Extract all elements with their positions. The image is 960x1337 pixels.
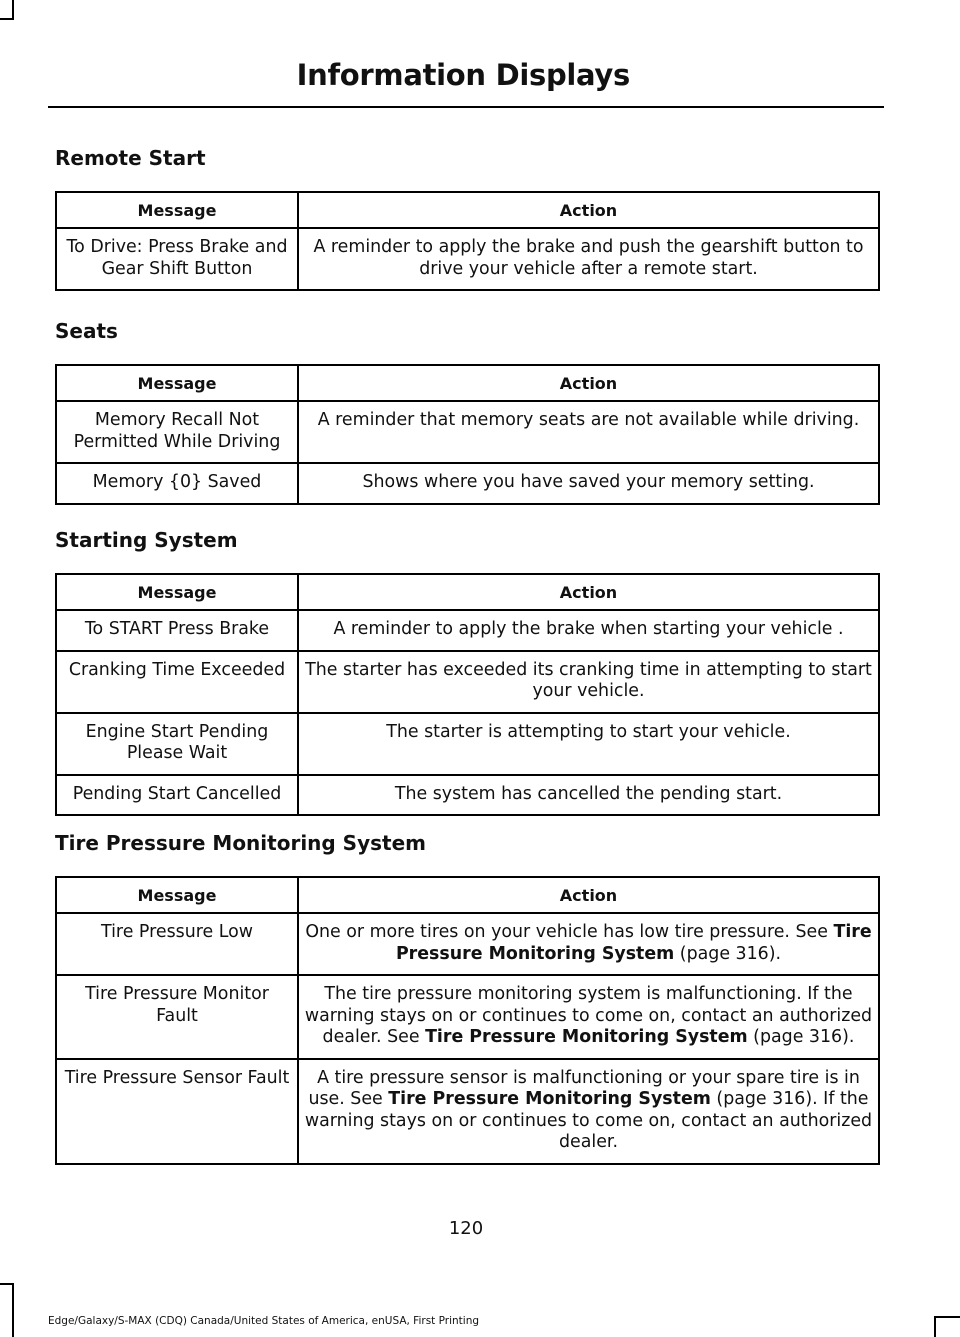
message-cell: Pending Start Cancelled	[56, 775, 298, 816]
section-tire-pressure-monitoring	[55, 831, 878, 1165]
column-header-message: Message	[56, 365, 298, 401]
table-row	[56, 651, 879, 713]
action-cell: Shows where you have saved your memory setting.	[298, 463, 879, 504]
table-row	[56, 610, 879, 651]
section-title: Remote Start	[55, 146, 206, 170]
column-header-message: Message	[56, 192, 298, 228]
section-title: Starting System	[55, 528, 238, 552]
crop-mark	[934, 1316, 936, 1337]
action-cell: The starter has exceeded its cranking time in attempting to start your vehicle.	[298, 651, 879, 713]
message-cell: Tire Pressure Low	[56, 913, 298, 975]
action-text: A tire pressure sensor is malfunctioning or your spare tire is in use. See	[308, 1067, 860, 1109]
table-row	[56, 228, 879, 290]
section-seats	[55, 319, 878, 505]
table-row	[56, 913, 879, 975]
section-title: Tire Pressure Monitoring System	[55, 831, 426, 855]
crop-mark	[0, 18, 14, 20]
table-header-row	[56, 877, 879, 913]
message-cell: Memory Recall Not Permitted While Driving	[56, 401, 298, 463]
table-header-row	[56, 574, 879, 610]
action-cell: The system has cancelled the pending start.	[298, 775, 879, 816]
table-row	[56, 463, 879, 504]
crop-mark	[12, 0, 14, 20]
action-cell: A reminder that memory seats are not available while driving.	[298, 401, 879, 463]
action-cell	[298, 913, 879, 975]
table-header-row	[56, 192, 879, 228]
section-remote-start	[55, 146, 878, 291]
action-cell	[298, 975, 879, 1059]
action-text: One or more tires on your vehicle has low tire pressure. See	[305, 922, 834, 942]
crop-mark	[0, 1283, 14, 1285]
column-header-action: Action	[298, 365, 879, 401]
seats-table	[55, 364, 880, 505]
crop-mark	[12, 1283, 14, 1337]
column-header-action: Action	[298, 574, 879, 610]
cross-reference-link[interactable]: Tire Pressure Monitoring System	[395, 922, 872, 964]
table-row	[56, 401, 879, 463]
column-header-action: Action	[298, 192, 879, 228]
column-header-message: Message	[56, 877, 298, 913]
cross-reference-link[interactable]: Tire Pressure Monitoring System	[388, 1089, 711, 1109]
section-title: Seats	[55, 319, 118, 343]
starting-system-table	[55, 573, 880, 816]
page-reference: (page 316). If the warning stays on or continues to come on, contact an authorized dealer.	[304, 1089, 873, 1152]
column-header-message: Message	[56, 574, 298, 610]
message-cell: Engine Start Pending Please Wait	[56, 713, 298, 775]
action-cell: A reminder to apply the brake and push the gearshift button to drive your vehicle after a remote start.	[298, 228, 879, 290]
message-cell: To Drive: Press Brake and Gear Shift Button	[56, 228, 298, 290]
message-cell: Memory {0} Saved	[56, 463, 298, 504]
cross-reference-link[interactable]: Tire Pressure Monitoring System	[425, 1027, 748, 1047]
table-row	[56, 713, 879, 775]
footer-text: Edge/Galaxy/S-MAX (CDQ) Canada/United States of America, enUSA, First Printing	[48, 1315, 480, 1327]
message-cell: Cranking Time Exceeded	[56, 651, 298, 713]
action-cell	[298, 1059, 879, 1164]
action-text: The tire pressure monitoring system is malfunctioning. If the warning stays on or continues to come on, contact an authorized dealer. See	[304, 984, 873, 1047]
page-reference: (page 316).	[674, 943, 782, 964]
message-cell: To START Press Brake	[56, 610, 298, 651]
table-header-row	[56, 365, 879, 401]
action-cell: The starter is attempting to start your vehicle.	[298, 713, 879, 775]
table-row	[56, 975, 879, 1059]
message-cell: Tire Pressure Sensor Fault	[56, 1059, 298, 1164]
remote-start-table	[55, 191, 880, 291]
column-header-action: Action	[298, 877, 879, 913]
page-reference: (page 316).	[747, 1027, 855, 1047]
table-row	[56, 1059, 879, 1164]
action-cell: A reminder to apply the brake when starting your vehicle .	[298, 610, 879, 651]
page-number: 120	[448, 1218, 484, 1239]
tpms-table	[55, 876, 880, 1165]
page-title: Information Displays	[296, 58, 630, 92]
message-cell: Tire Pressure Monitor Fault	[56, 975, 298, 1059]
table-row	[56, 775, 879, 816]
crop-mark	[934, 1316, 960, 1318]
section-starting-system	[55, 528, 878, 816]
header-divider	[48, 106, 884, 108]
